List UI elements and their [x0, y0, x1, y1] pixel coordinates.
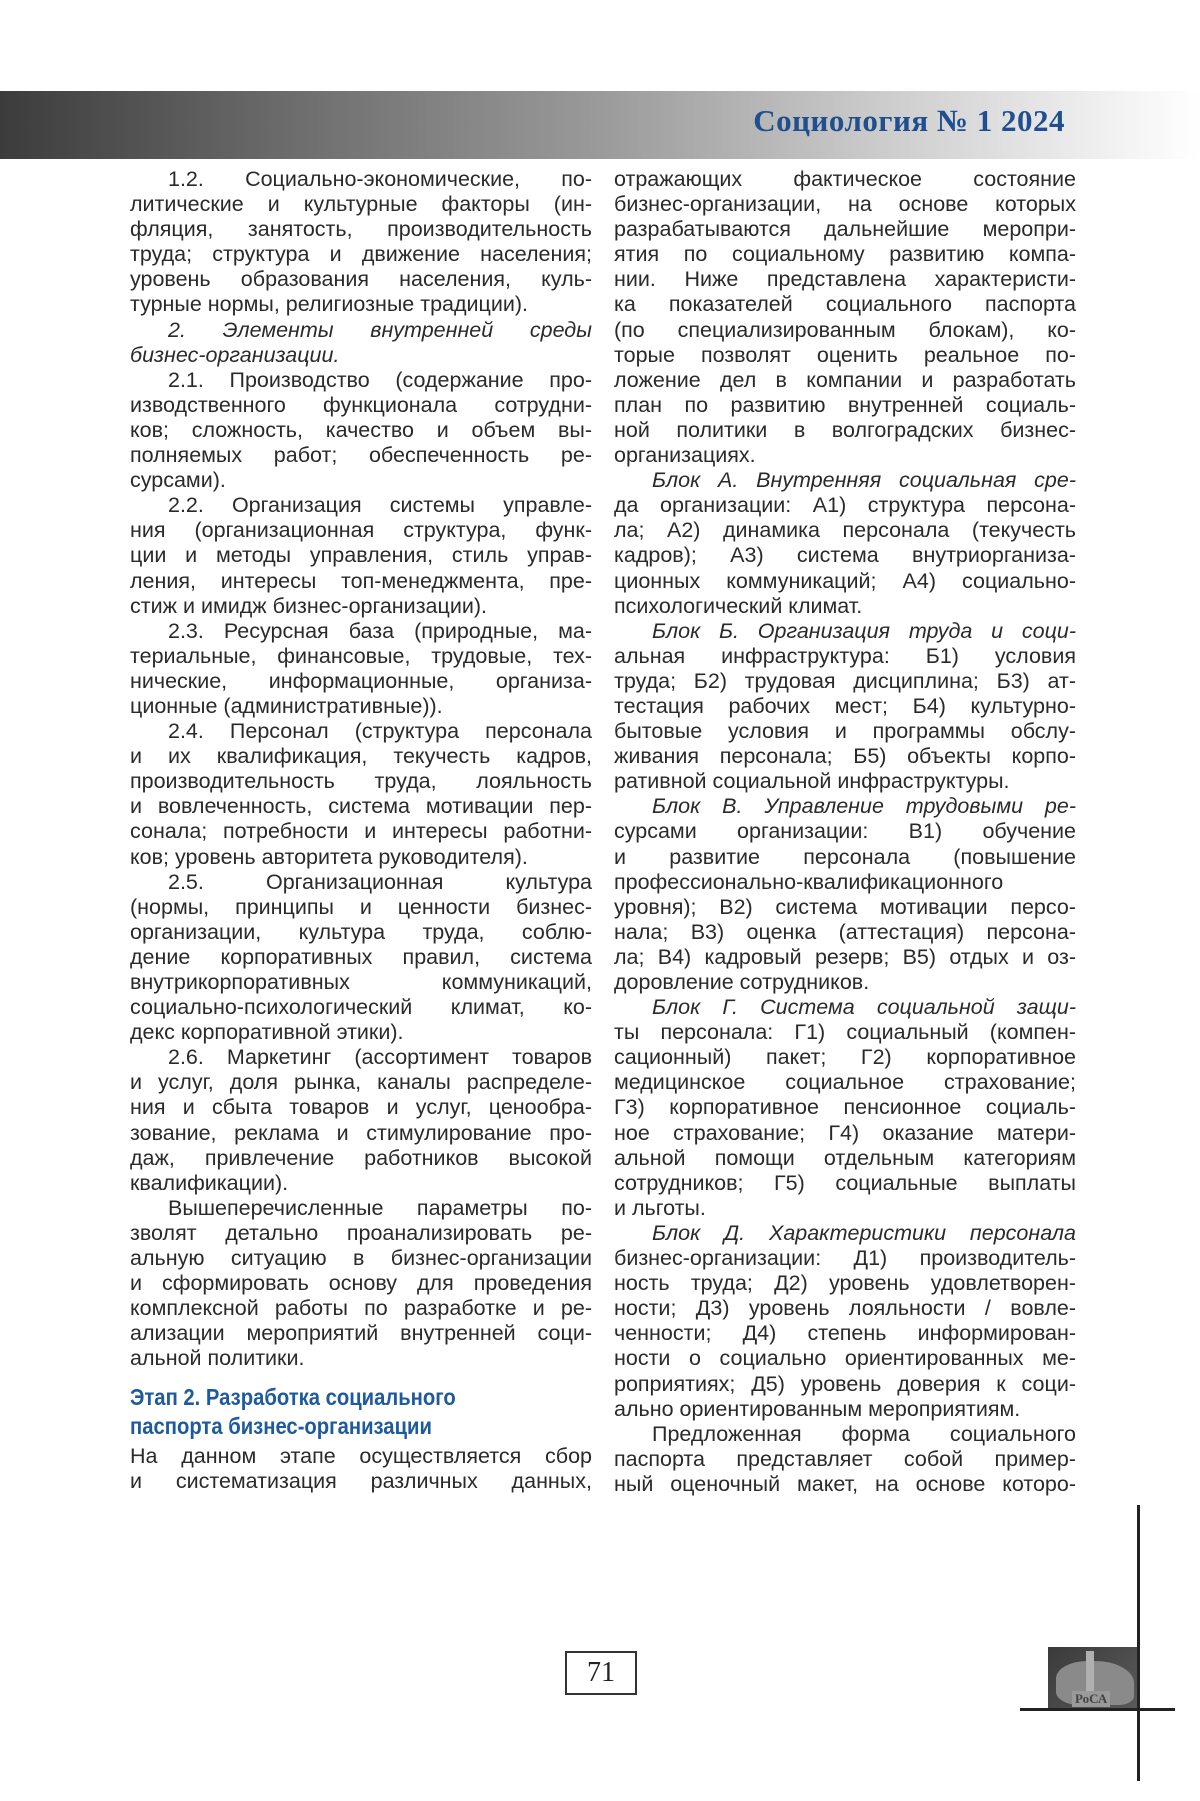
text-line: сурсами). [130, 468, 226, 493]
text-line: (по специализированным блокам), ко- [614, 317, 1076, 342]
text-line: план по развитию внутренней социаль- [614, 392, 1076, 417]
journal-title: Социология № 1 2024 [753, 103, 1065, 138]
text-line: нии. Ниже представлена характеристи- [614, 267, 1076, 292]
text-line: и вовлеченность, система мотивации пер- [130, 794, 592, 819]
right-column [614, 167, 1076, 1497]
text-line: ложение дел в компании и разработать [614, 367, 1076, 392]
text-line: и услуг, доля рынка, каналы распределе- [130, 1070, 592, 1095]
text-line: комплексной работы по разработке и ре- [130, 1296, 592, 1321]
text-line: 2. Элементы внутренней среды [168, 317, 592, 342]
text-line: внутрикорпоративных коммуникаций, [130, 970, 592, 994]
text-line: Блок В. Управление трудовыми ре- [652, 794, 1076, 819]
text-line: отражающих фактическое состояние [614, 167, 1076, 191]
text-line: 2.1. Производство (содержание про- [168, 367, 592, 392]
spacer [130, 1372, 592, 1383]
text-line: полняемых работ; обеспеченность ре- [130, 443, 592, 468]
text-line: Блок Б. Организация труда и соци- [652, 618, 1076, 643]
text-line: квалификации). [130, 1170, 289, 1195]
crop-mark-vertical [1137, 1505, 1140, 1781]
text-line: декс корпоративной этики). [130, 1020, 404, 1045]
text-line: альную ситуацию в бизнес-организации [130, 1246, 592, 1271]
text-line: турные нормы, религиозные традиции). [130, 292, 529, 317]
text-line: зование, реклама и стимулирование про- [130, 1120, 592, 1145]
text-line: ности о социально ориентированных ме- [614, 1346, 1076, 1371]
text-line: доровление сотрудников. [614, 970, 870, 994]
text-line: и сформировать основу для проведения [130, 1271, 592, 1296]
text-line: ков; уровень авторитета руководителя). [130, 844, 528, 869]
text-line: На данном этапе осуществляется сбор [130, 1443, 592, 1468]
text-line: ционные (административные)). [130, 693, 443, 718]
text-line: ятия по социальному развитию компа- [614, 242, 1076, 267]
text-line: ализации мероприятий внутренней соци- [130, 1321, 592, 1346]
text-line: ности; Д3) уровень лояльности / вовле- [614, 1296, 1076, 1321]
text-line: сотрудников; Г5) социальные выплаты [614, 1170, 1076, 1195]
text-line: сационный) пакет; Г2) корпоративное [614, 1045, 1076, 1070]
text-line: ный оценочный макет, на основе которо- [614, 1471, 1076, 1496]
page-number: 71 [565, 1651, 637, 1695]
text-line: труда; структура и движение населения; [130, 242, 592, 267]
text-line: ции и методы управления, стиль управ- [130, 543, 592, 568]
text-line: литические и культурные факторы (ин- [130, 192, 592, 217]
text-line: Предложенная форма социального [652, 1421, 1076, 1446]
text-line: 2.5. Организационная культура [168, 869, 592, 894]
text-line: 2.2. Организация системы управле- [168, 493, 592, 518]
text-line: труда; Б2) трудовая дисциплина; Б3) ат- [614, 668, 1076, 693]
text-line: альная инфраструктура: Б1) условия [614, 643, 1076, 668]
text-line: ченности; Д4) степень информирован- [614, 1321, 1076, 1346]
text-line: медицинское социальное страхование; [614, 1070, 1076, 1095]
text-line: нала; В3) оценка (аттестация) персона- [614, 919, 1076, 944]
text-line: ционных коммуникаций; А4) социально- [614, 568, 1076, 593]
text-line: (нормы, принципы и ценности бизнес- [130, 894, 592, 919]
text-line: бизнес-организации, на основе которых [614, 192, 1076, 217]
text-line: ния и сбыта товаров и услуг, ценообра- [130, 1095, 592, 1120]
text-line: кадров); А3) система внутриорганиза- [614, 543, 1076, 568]
text-line: ративной социальной инфраструктуры. [614, 769, 1010, 794]
text-line: паспорта представляет собой пример- [614, 1446, 1076, 1471]
text-line: 1.2. Социально-экономические, по- [168, 167, 592, 191]
text-line: дение корпоративных правил, система [130, 944, 592, 969]
text-line: ное страхование; Г4) оказание матери- [614, 1120, 1076, 1145]
text-line: бизнес-организации: Д1) производитель- [614, 1246, 1076, 1271]
text-line: уровень образования населения, куль- [130, 267, 592, 292]
section-heading: паспорта бизнес-организации [130, 1412, 432, 1439]
text-line: и развитие персонала (повышение [614, 844, 1076, 869]
text-line: 2.6. Маркетинг (ассортимент товаров [168, 1045, 592, 1070]
text-line: ты персонала: Г1) социальный (компен- [614, 1020, 1076, 1045]
text-line: 2.4. Персонал (структура персонала [168, 719, 592, 744]
text-line: Г3) корпоративное пенсионное социаль- [614, 1095, 1076, 1120]
left-column [130, 167, 592, 1494]
text-line: зволят детально проанализировать ре- [130, 1220, 592, 1245]
text-line: тестация рабочих мест; Б4) культурно- [614, 693, 1076, 718]
text-line: ально ориентированным мероприятиям. [614, 1396, 1021, 1421]
text-line: ла; А2) динамика персонала (текучесть [614, 518, 1076, 543]
text-line: ления, интересы топ-менеджмента, пре- [130, 568, 592, 593]
text-line: ния (организационная структура, функ- [130, 518, 592, 543]
rosa-logo [1048, 1647, 1138, 1708]
section-heading: Этап 2. Разработка социального [130, 1383, 456, 1410]
text-line: производительность труда, лояльность [130, 769, 592, 794]
text-line: и льготы. [614, 1195, 706, 1220]
text-line: ка показателей социального паспорта [614, 292, 1076, 317]
text-line: торые позволят оценить реальное по- [614, 342, 1076, 367]
text-line: ла; В4) кадровый резерв; В5) отдых и оз- [614, 944, 1076, 969]
text-line: альной политики. [130, 1346, 305, 1371]
text-line: Вышеперечисленные параметры по- [168, 1195, 592, 1220]
text-line: Блок А. Внутренняя социальная сре- [652, 468, 1076, 493]
text-line: и систематизация различных данных, [130, 1468, 592, 1493]
text-line: Блок Д. Характеристики персонала [652, 1220, 1076, 1245]
text-line: ность труда; Д2) уровень удовлетворен- [614, 1271, 1076, 1296]
logo-text: РоСА [1072, 1691, 1110, 1707]
text-line: уровня); В2) система мотивации персо- [614, 894, 1076, 919]
text-line: разрабатываются дальнейшие меропри- [614, 217, 1076, 242]
text-line: организации, культура труда, соблю- [130, 919, 592, 944]
text-line: живания персонала; Б5) объекты корпо- [614, 744, 1076, 769]
crop-mark-horizontal [1020, 1708, 1175, 1711]
text-line: роприятиях; Д5) уровень доверия к соци- [614, 1371, 1076, 1396]
text-line: изводственного функционала сотрудни- [130, 392, 592, 417]
text-line: 2.3. Ресурсная база (природные, ма- [168, 618, 592, 643]
text-line: бытовые условия и программы обслу- [614, 719, 1076, 744]
text-line: даж, привлечение работников высокой [130, 1145, 592, 1170]
text-line: ной политики в волгоградских бизнес- [614, 417, 1076, 442]
text-line: альной помощи отдельным категориям [614, 1145, 1076, 1170]
text-line: сонала; потребности и интересы работни- [130, 819, 592, 844]
text-line: териальные, финансовые, трудовые, тех- [130, 643, 592, 668]
text-line: психологический климат. [614, 593, 863, 618]
text-line: да организации: А1) структура персона- [614, 493, 1076, 518]
text-line: и их квалификация, текучесть кадров, [130, 744, 592, 769]
text-line: профессионально-квалификационного [614, 869, 1004, 894]
text-line: социально-психологический климат, ко- [130, 995, 592, 1020]
text-line: сурсами организации: В1) обучение [614, 819, 1076, 844]
text-line: организациях. [614, 443, 756, 468]
text-line: нические, информационные, организа- [130, 668, 592, 693]
text-line: ков; сложность, качество и объем вы- [130, 417, 592, 442]
text-line: бизнес-организации. [130, 342, 340, 367]
text-line: стиж и имидж бизнес-организации). [130, 593, 487, 618]
text-line: фляция, занятость, производительность [130, 217, 592, 242]
text-line: Блок Г. Система социальной защи- [652, 995, 1076, 1020]
